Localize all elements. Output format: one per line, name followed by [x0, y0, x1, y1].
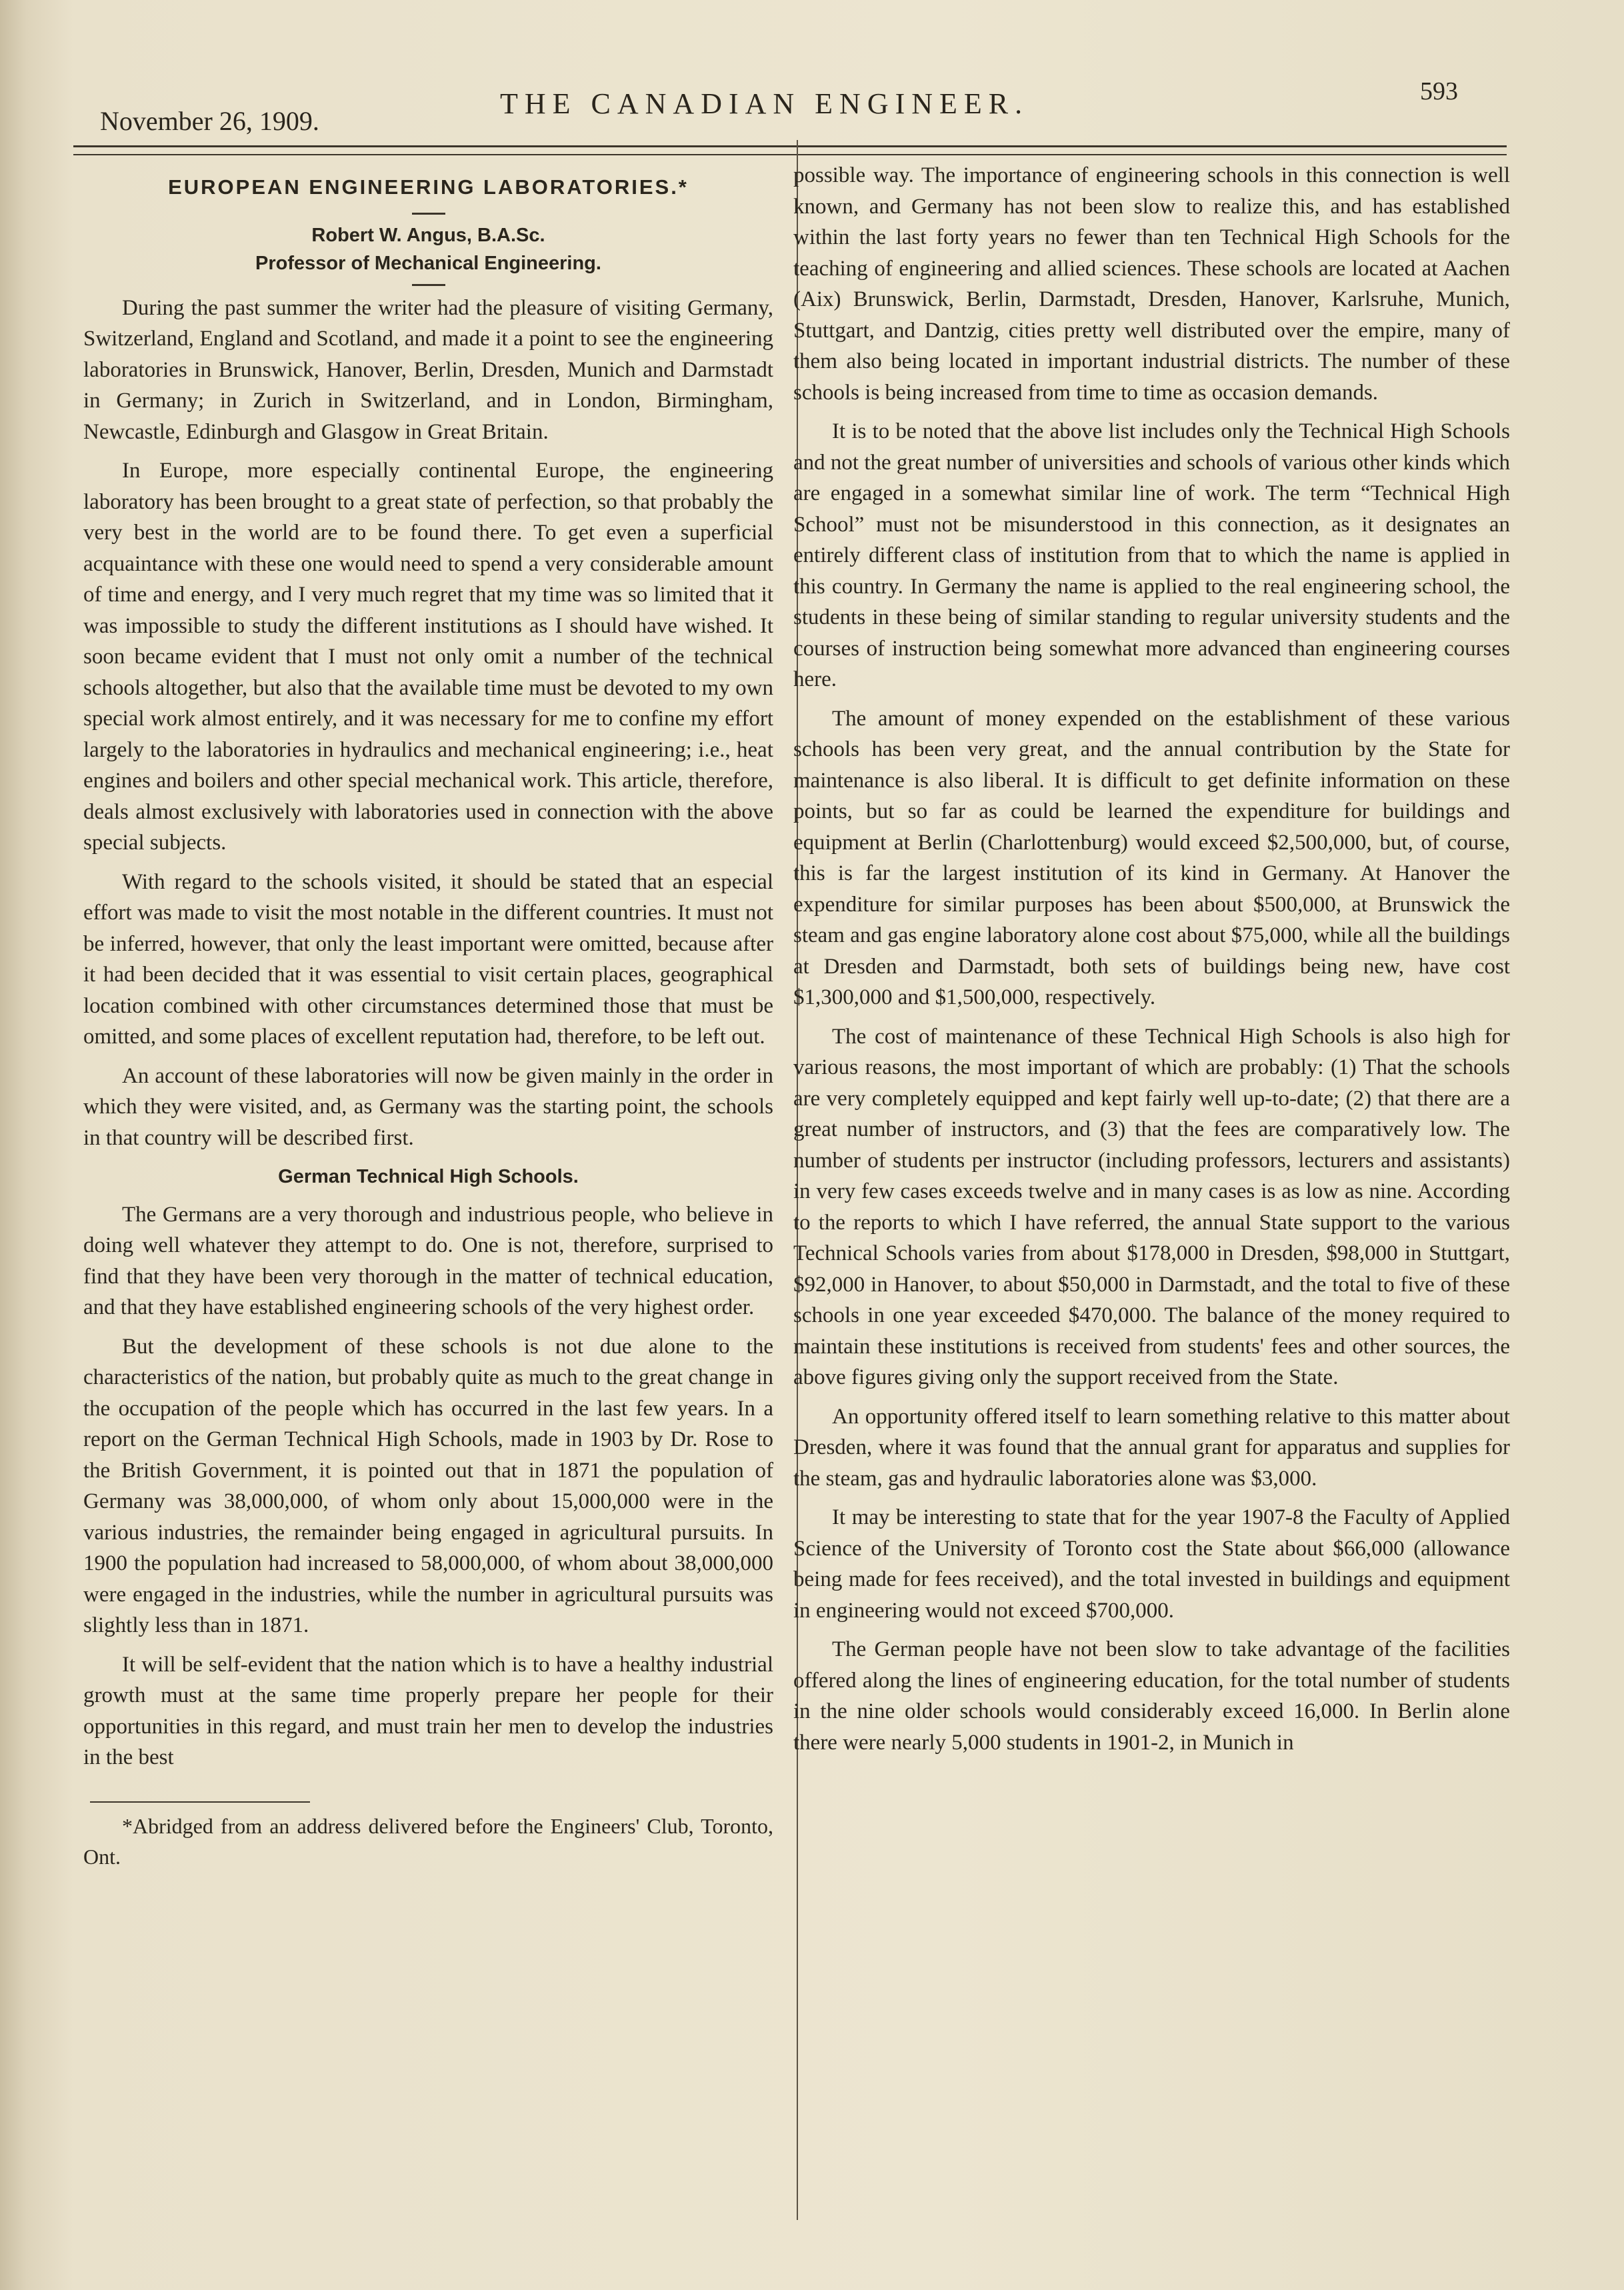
body-paragraph: An account of these laboratories will now be given mainly in the order in which they were visited, and, as Germany was the starting point, the schools in that country will be described first.: [83, 1063, 773, 1150]
publication-title: THE CANADIAN ENGINEER.: [500, 87, 1029, 120]
left-column: [83, 160, 773, 1872]
body-paragraph: It is to be noted that the above list includes only the Technical High Schools and not the great number of universities and schools of various other kinds which are engaged in a somewhat similar line of work. The term “Technical High School” must not be misunderstood in this connection, as it designates an entirely different class of institution from that to which the name is applied in this country. In Germany the name is applied to the real engineering school, the students in these being of similar standing to regular university students and the courses of instruction being somewhat more advanced than engineering courses here.: [793, 419, 1511, 691]
header-rule: [73, 145, 1507, 155]
body-paragraph: But the development of these schools is not due alone to the characteristics of the nation, but probably quite as much to the great change in the occupation of the people which has occurred in the last few years. In a report on the German Technical High Schools, made in 1903 by Dr. Rose to the British Government, it is pointed out that in 1871 the population of Germany was 38,000,000, of whom only about 15,000,000 were in the various industries, the remainder being engaged in agricultural pursuits. In 1900 the population had increased to 58,000,000, of whom about 38,000,000 were engaged in the industries, while the number in agricultural pursuits was slightly less than in 1871.: [83, 1334, 773, 1637]
section-heading: German Technical High Schools.: [278, 1166, 579, 1187]
right-column: [793, 160, 1510, 1766]
body-paragraph: It may be interesting to state that for the year 1907-8 the Faculty of Applied Science of the University of Toronto cost the State about $66,000 (allowance being made for fees received), and the total invested in buildings and equipment in engineering would not exceed $700,000.: [793, 1505, 1510, 1623]
body-paragraph: The amount of money expended on the establishment of these various schools has been very great, and the annual contribution by the State for maintenance is also liberal. It is difficult to get definite information on these points, but so far as could be learned the expenditure for buildings and equipment at Berlin (Charlottenburg) would exceed $2,500,000, but, of course, this is far the largest institution of its kind in Germany. At Hanover the expenditure for similar purposes has been about $500,000, at Brunswick the steam and gas engine laboratory alone cost about $75,000, while all the buildings at Dresden and Darmstadt, both sets of buildings being new, have cost $1,300,000 and $1,500,000, respectively.: [793, 706, 1510, 1009]
body-paragraph: During the past summer the writer had the pleasure of visiting Germany, Switzerland, England and Scotland, and made it a point to see the engineering laboratories in Brunswick, Hanover, Berlin, Dresden, Munich and Darmstadt in Germany; in Zurich in Switzerland, and in London, Birmingham, Newcastle, Edinburgh and Glasgow in Great Britain.: [83, 295, 773, 444]
body-paragraph: The cost of maintenance of these Technical High Schools is also high for various reasons, the most important of which are probably: (1) That the schools are very completely equipped and kept fairly well up-to-date; (2) that there are a great number of instructors, and (3) that the fees are comparatively low. The number of students per instructor (including professors, lecturers and assistants) in very few cases exceeds twelve and in many cases is as low as nine. According to the reports to which I have referred, the annual State support to the various Technical Schools varies from about $178,000 in Dresden, $98,000 in Stuttgart, $92,000 in Hanover, to about $50,000 in Darmstadt, and the total to five of these schools in one year exceeded $470,000. The balance of the money required to maintain these institutions is received from students' fees and other sources, the above figures giving only the support received from the State.: [793, 1024, 1510, 1389]
page-header: [100, 73, 1467, 147]
author-title: Professor of Mechanical Engineering.: [255, 252, 601, 274]
title-rule: [412, 213, 445, 215]
body-paragraph: An opportunity offered itself to learn something relative to this matter about Dresden, where it was found that the annual grant for apparatus and supplies for the steam, gas and hydraulic laboratories alone was $3,000.: [793, 1404, 1510, 1491]
body-paragraph: With regard to the schools visited, it should be stated that an especial effort was made to visit the most notable in the different countries. It must not be inferred, however, that only the least important were omitted, because after it had been decided that it was essential to visit certain places, geographical location combined with other circumstances determined those that must be omitted, and some places of excellent reputation had, therefore, to be left out.: [83, 869, 773, 1049]
body-paragraph: The Germans are a very thorough and industrious people, who believe in doing well whatever they attempt to do. One is not, therefore, surprised to find that they have been very thorough in the matter of technical education, and that they have established engineering schools of the very highest order.: [83, 1202, 773, 1319]
byline-rule: [412, 284, 445, 286]
issue-date: November 26, 1909.: [100, 106, 319, 136]
author-name: Robert W. Angus, B.A.Sc.: [311, 224, 545, 246]
body-paragraph: In Europe, more especially continental Europe, the engineering laboratory has been brought to a great state of perfection, so that probably the very best in the world are to be found there. To get even a superficial acquaintance with these one would need to spend a very considerable amount of time and energy, and I very much regret that my time was so limited that it was impossible to study the different institutions as I should have wished. It soon became evident that I must not only omit a number of the technical schools altogether, but also that the available time must be devoted to my own special work almost entirely, and it was necessary for me to confine my effort largely to the laboratories in hydraulics and mechanical engineering; i.e., heat engines and boilers and other special mechanical work. This article, therefore, deals almost exclusively with laboratories used in connection with the above special subjects.: [83, 459, 773, 855]
body-paragraph: It will be self-evident that the nation which is to have a healthy industrial growth must at the same time properly prepare her people for their opportunities in this regard, and must train her men to develop the industries in the best: [83, 1652, 773, 1769]
body-paragraph: The German people have not been slow to take advantage of the facilities offered along the lines of engineering education, for the total number of students in the nine older schools would considerably exceed 16,000. In Berlin alone there were nearly 5,000 students in 1901-2, in Munich in: [793, 1637, 1510, 1755]
footnote: *Abridged from an address delivered before the Engineers' Club, Toronto, Ont.: [83, 1813, 773, 1869]
page-number: 593: [1420, 77, 1458, 105]
footnote-rule: [90, 1801, 310, 1803]
continued-paragraph: possible way. The importance of engineering schools in this connection is well known, and Germany has not been slow to realize this, and has established within the last forty years no fewer than ten Technical High Schools for the teaching of engineering and allied sciences. These schools are located at Aachen (Aix) Brunswick, Berlin, Darmstadt, Dresden, Hanover, Karlsruhe, Munich, Stuttgart, and Dantzig, cities pretty well distributed over the empire, many of them also being located in important industrial districts. The number of these schools is being increased from time to time as occasion demands.: [793, 163, 1510, 405]
article-title: EUROPEAN ENGINEERING LABORATORIES.*: [168, 175, 689, 199]
